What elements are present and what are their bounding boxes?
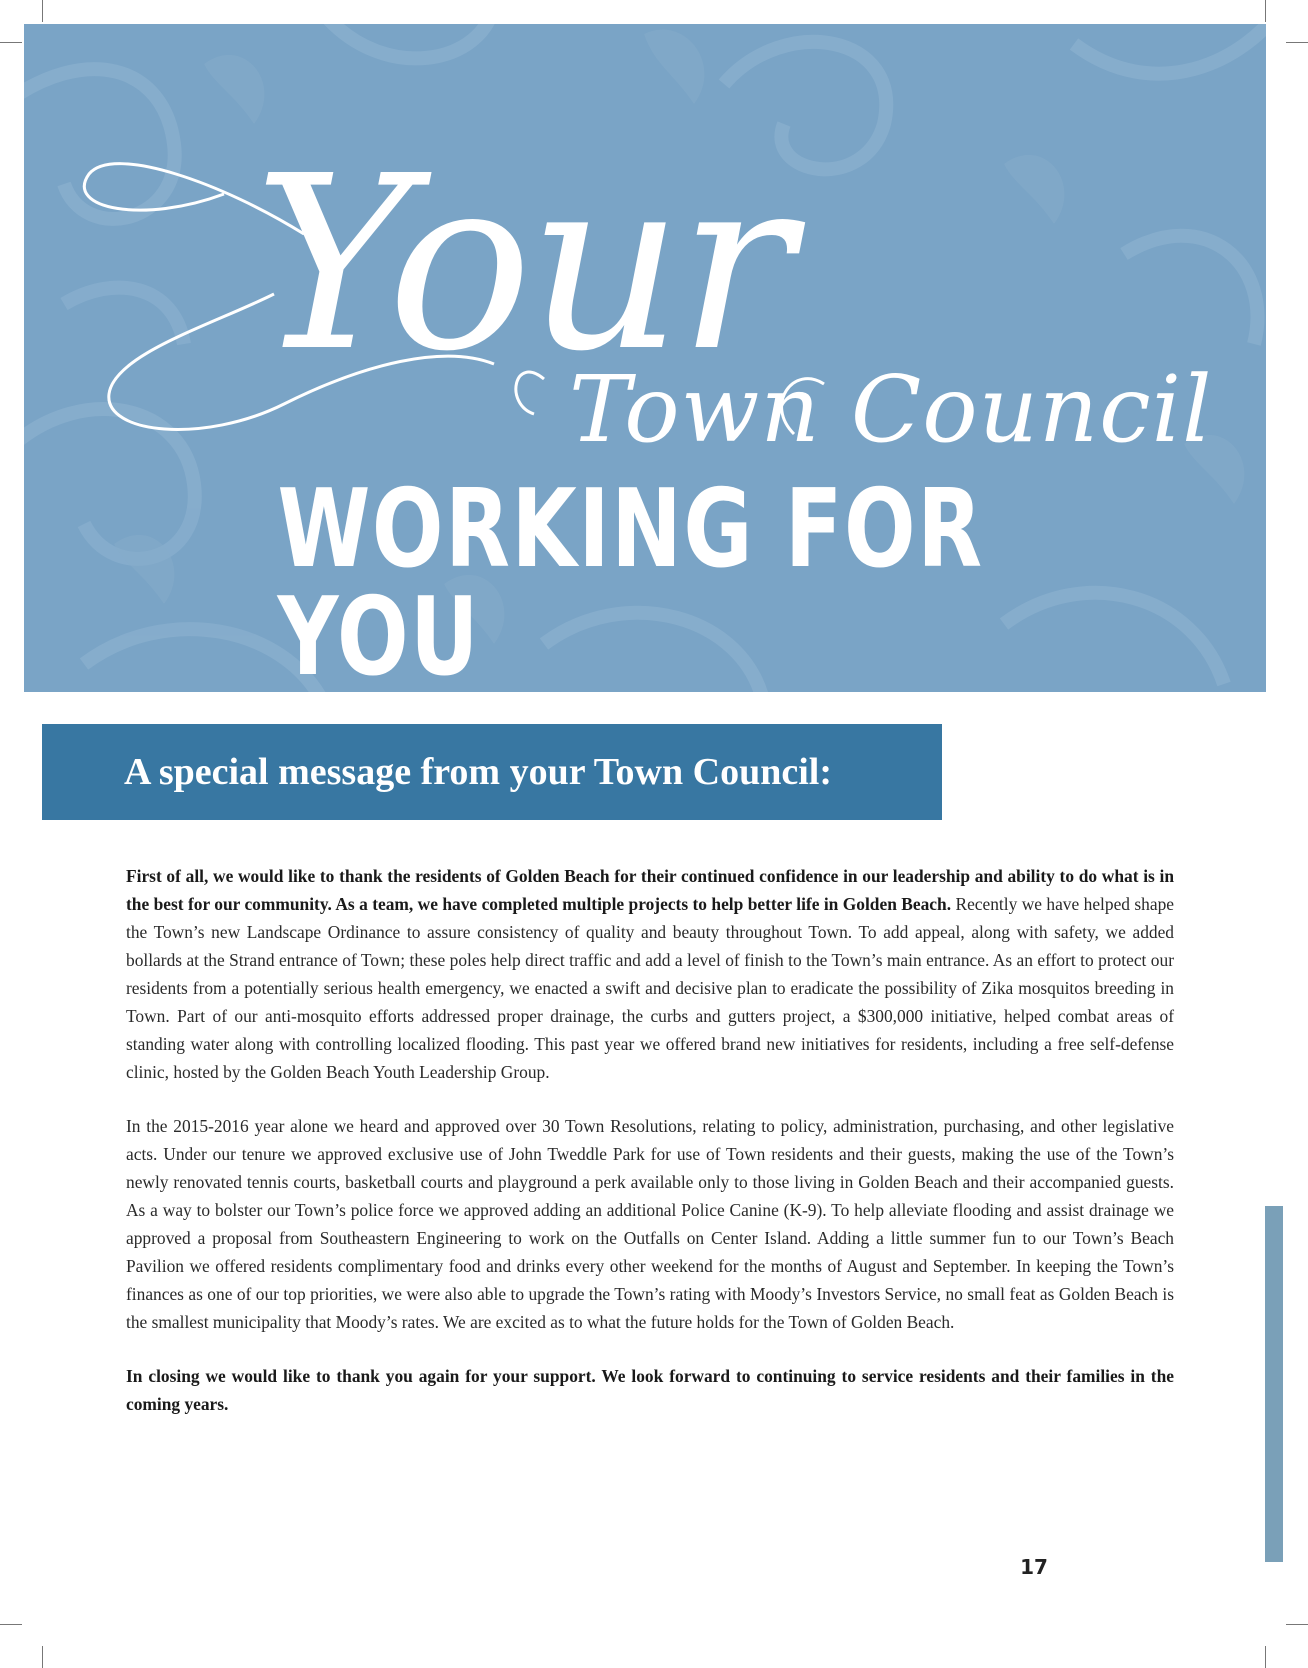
crop-mark <box>42 1646 43 1668</box>
paragraph-1 <box>126 862 1174 1086</box>
side-accent-strip <box>1265 1206 1283 1562</box>
section-title: A special message from your Town Council: <box>124 751 832 793</box>
crop-mark <box>1286 1624 1308 1625</box>
crop-mark <box>1265 0 1266 22</box>
crop-mark <box>42 0 43 22</box>
paragraph-2: In the 2015-2016 year alone we heard and approved over 30 Town Resolutions, relating to policy, administration, purchasing, and other legislative acts. Under our tenure we approved exclusive use of John Tweddle Park for use of Town residents and their guests, making the use of the Town’s newly renovated tennis courts, basketball courts and playground a perk available only to those living in Golden Beach and their accompanied guests. As a way to bolster our Town’s police force we approved adding an additional Police Canine (K-9). To help alleviate flooding and assist drainage we approved a proposal from Southeastern Engineering to work on the Outfalls on Center Island. Adding a little summer fun to our Town’s Beach Pavilion we offered residents complimentary food and drinks every other weekend for the months of August and September. In keeping the Town’s finances as one of our top priorities, we were also able to upgrade the Town’s rating with Moody’s Investors Service, no small feat as Golden Beach is the smallest municipality that Moody’s rates. We are excited as to what the future holds for the Town of Golden Beach. <box>126 1116 1174 1332</box>
section-header <box>42 724 942 820</box>
article-body <box>126 862 1174 1444</box>
paragraph-3-closing: In closing we would like to thank you again for your support. We look forward to continuing to service residents and their families in the coming years. <box>126 1366 1174 1414</box>
script-town-council: Town Council <box>569 356 1213 463</box>
headline: WORKING FOR YOU <box>277 467 984 692</box>
paragraph-3 <box>126 1362 1174 1418</box>
page-number: 17 <box>1020 1555 1048 1579</box>
crop-mark <box>1286 42 1308 43</box>
script-your: Your <box>254 124 790 404</box>
crop-mark <box>0 1624 22 1625</box>
crop-mark <box>0 42 22 43</box>
paragraph-1-lead: First of all, we would like to thank the residents of Golden Beach for their continued confidence in our leadership and ability to do what is in the best for our community. As a team, we have completed multiple projects to help better life in Golden Beach. <box>126 866 1174 914</box>
hero-banner <box>24 24 1266 692</box>
crop-mark <box>1265 1646 1266 1668</box>
paragraph-1-text: Recently we have helped shape the Town’s new Landscape Ordinance to assure consistency of quality and beauty throughout Town. To add appeal, along with safety, we added bollards at the Strand entrance of Town; these poles help direct traffic and add a level of finish to the Town’s main entrance. As an effort to protect our residents from a potentially serious health emergency, we enacted a swift and decisive plan to eradicate the possibility of Zika mosquitos breeding in Town. Part of our anti-mosquito efforts addressed proper drainage, the curbs and gutters project, a $300,000 initiative, helped combat areas of standing water along with controlling localized flooding. This past year we offered brand new initiatives for residents, including a free self-defense clinic, hosted by the Golden Beach Youth Leadership Group. <box>126 894 1175 1082</box>
